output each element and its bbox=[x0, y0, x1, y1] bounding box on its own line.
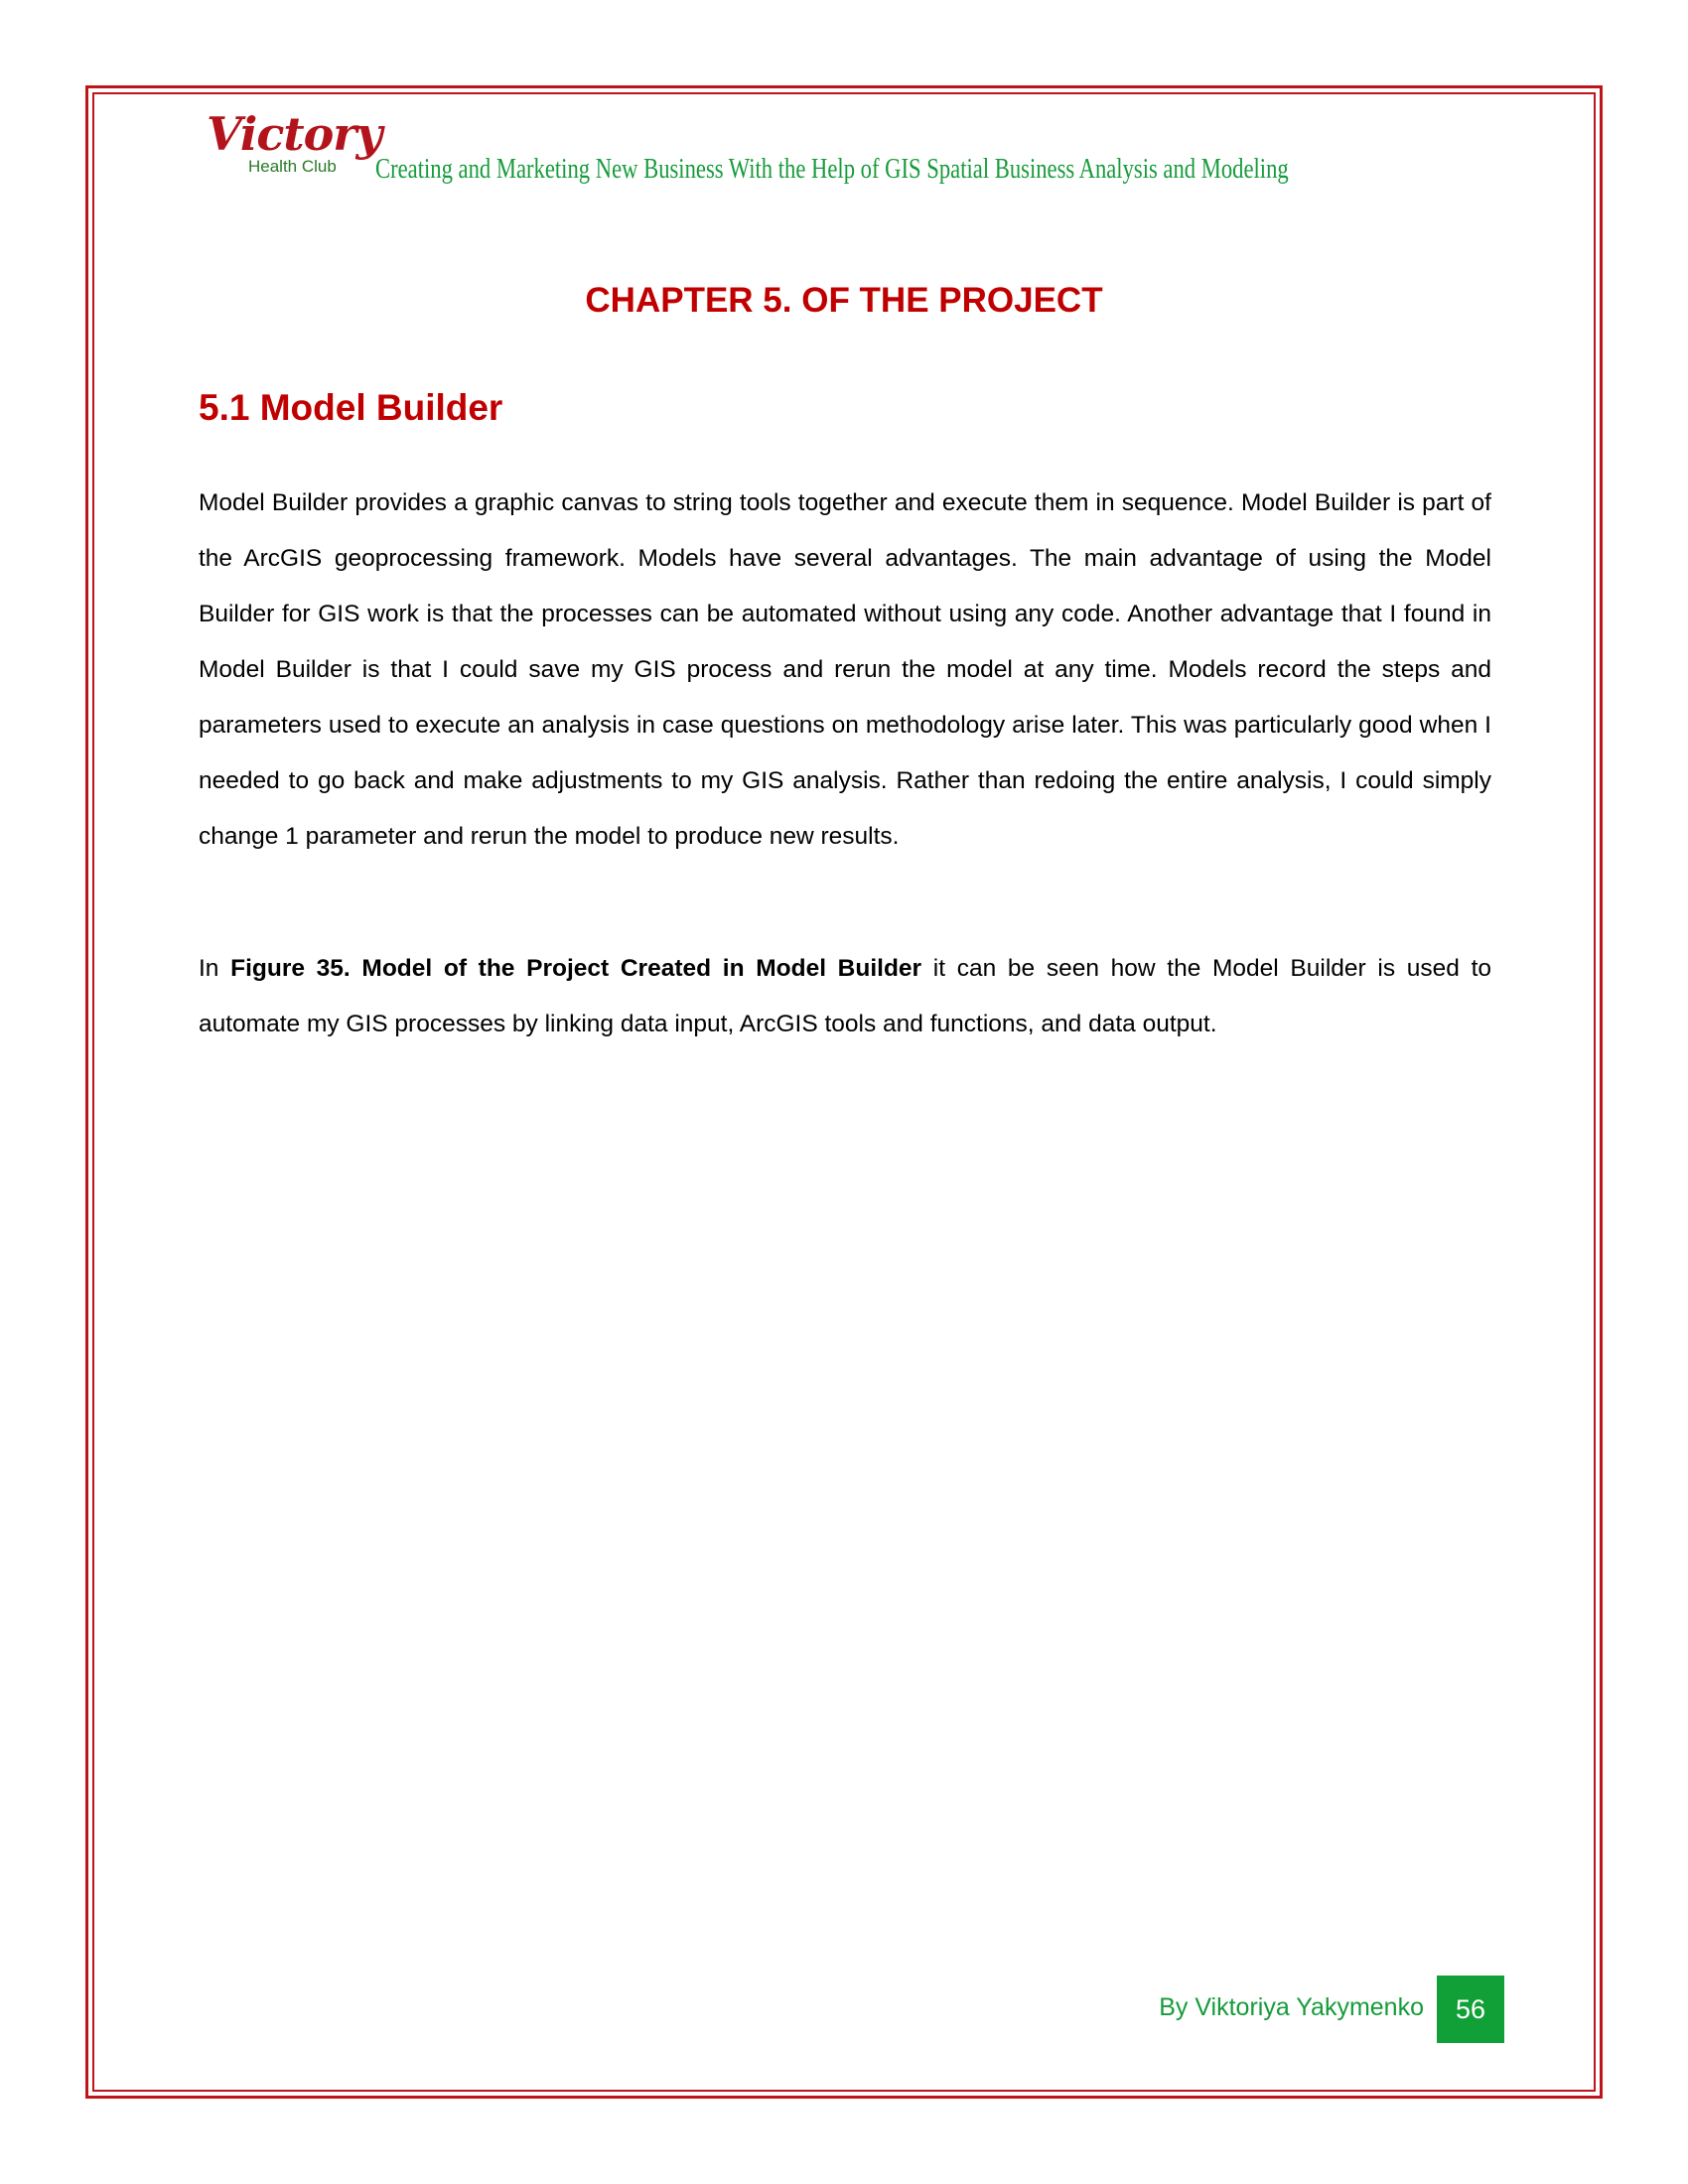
page-number: 56 bbox=[1455, 1993, 1486, 2024]
paragraph-2-prefix: In bbox=[199, 955, 231, 982]
footer-author: By Viktoriya Yakymenko bbox=[1159, 1993, 1424, 2021]
logo-subtitle: Health Club bbox=[248, 157, 337, 176]
victory-health-club-logo bbox=[207, 107, 382, 183]
figure-reference: Figure 35. Model of the Project Created in Model Builder bbox=[230, 955, 922, 982]
logo-script-text: Victory bbox=[207, 107, 382, 161]
chapter-title: CHAPTER 5. OF THE PROJECT bbox=[585, 281, 1103, 320]
page-number-badge bbox=[1437, 1976, 1504, 2043]
paragraph-2-suffix: it can be seen how the Model Builder is used to automate my GIS processes by linking data input, ArcGIS tools and functions, and data output. bbox=[199, 955, 1491, 1037]
body-paragraph-2 bbox=[199, 941, 1491, 1052]
running-header-title: Creating and Marketing New Business With the Help of GIS Spatial Business Analysis and Modeling bbox=[375, 153, 1289, 185]
body-paragraph-1: Model Builder provides a graphic canvas to string tools together and execute them in sequence. Model Builder is part of the ArcGIS geoprocessing framework. Models have several advantages. The main advantage of using the Model Builder for GIS work is that the processes can be automated without using any code. Another advantage that I found in Model Builder is that I could save my GIS process and rerun the model at any time. Models record the steps and parameters used to execute an analysis in case questions on methodology arise later. This was particularly good when I needed to go back and make adjustments to my GIS analysis. Rather than redoing the entire analysis, I could simply change 1 parameter and rerun the model to produce new results. bbox=[199, 489, 1491, 850]
section-heading: 5.1 Model Builder bbox=[199, 387, 503, 428]
